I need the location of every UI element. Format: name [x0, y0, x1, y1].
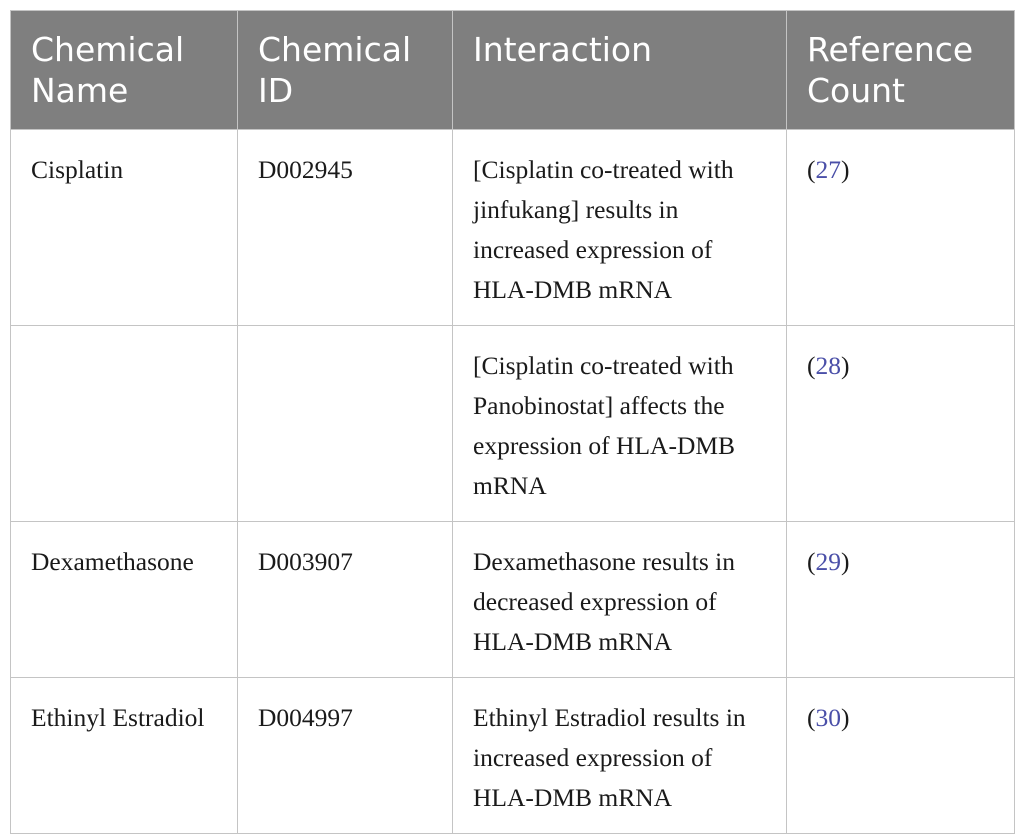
- chemical-name-cell: Ethinyl Estradiol: [11, 678, 238, 834]
- reference-link[interactable]: 30: [815, 703, 841, 732]
- table-row: [11, 678, 1015, 834]
- header-reference-count: Reference Count: [787, 11, 1015, 130]
- table-row: [11, 326, 1015, 522]
- chemical-name-cell: Cisplatin: [11, 130, 238, 326]
- chemical-id-cell: [238, 326, 453, 522]
- header-chemical-id: Chemical ID: [238, 11, 453, 130]
- chemical-interactions-table: [10, 10, 1015, 834]
- reference-link[interactable]: 27: [815, 155, 841, 184]
- reference-link[interactable]: 28: [815, 351, 841, 380]
- chemical-name-cell: [11, 326, 238, 522]
- table-row: [11, 522, 1015, 678]
- table-header-row: [11, 11, 1015, 130]
- header-chemical-name: Chemical Name: [11, 11, 238, 130]
- reference-cell: (30): [787, 678, 1015, 834]
- interaction-cell: [Cisplatin co-treated with Panobinostat] affects the expression of HLA-DMB mRNA: [453, 326, 787, 522]
- reference-cell: (29): [787, 522, 1015, 678]
- header-interaction: Interaction: [453, 11, 787, 130]
- chemical-id-cell: D004997: [238, 678, 453, 834]
- chemical-name-cell: Dexamethasone: [11, 522, 238, 678]
- table-row: [11, 130, 1015, 326]
- reference-cell: (28): [787, 326, 1015, 522]
- reference-cell: (27): [787, 130, 1015, 326]
- interaction-cell: Ethinyl Estradiol results in increased expression of HLA-DMB mRNA: [453, 678, 787, 834]
- reference-link[interactable]: 29: [815, 547, 841, 576]
- chemical-id-cell: D002945: [238, 130, 453, 326]
- interaction-cell: Dexamethasone results in decreased expression of HLA-DMB mRNA: [453, 522, 787, 678]
- chemical-id-cell: D003907: [238, 522, 453, 678]
- interaction-cell: [Cisplatin co-treated with jinfukang] results in increased expression of HLA-DMB mRNA: [453, 130, 787, 326]
